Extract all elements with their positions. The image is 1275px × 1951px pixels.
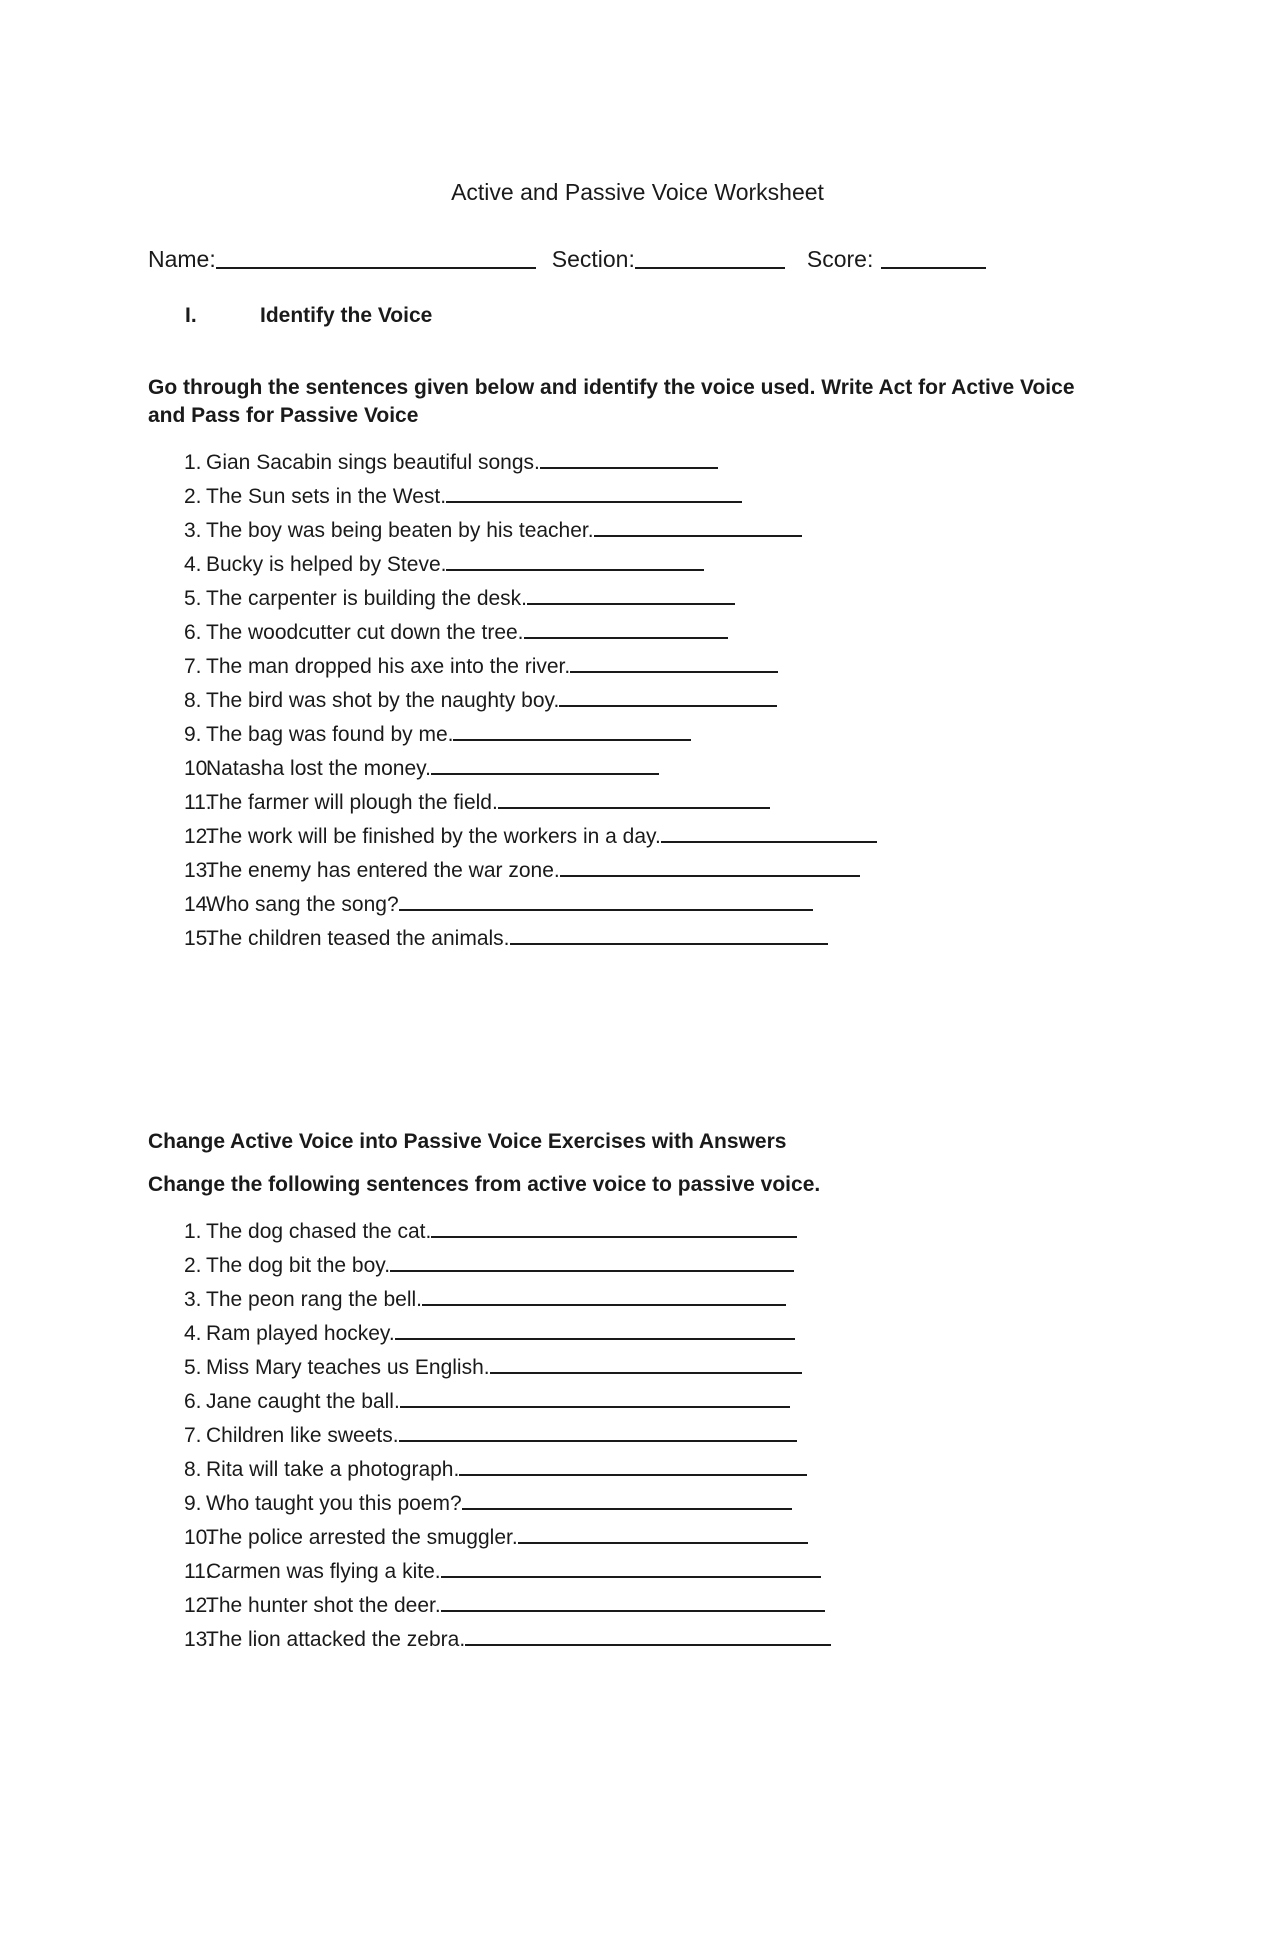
list-item-text: Bucky is helped by Steve. <box>206 553 447 576</box>
list-item <box>148 1321 1208 1355</box>
list-item <box>148 722 1208 756</box>
list-item-number: 9. <box>184 723 202 746</box>
list-item <box>148 1593 1208 1627</box>
answer-blank[interactable] <box>459 1457 807 1476</box>
answer-blank[interactable] <box>524 620 728 639</box>
answer-blank[interactable] <box>570 654 778 673</box>
list-item-number: 7. <box>184 1424 202 1447</box>
list-item <box>148 892 1208 926</box>
list-item <box>148 790 1208 824</box>
answer-blank[interactable] <box>510 926 828 945</box>
answer-blank[interactable] <box>399 1423 797 1442</box>
list-item <box>148 1389 1208 1423</box>
answer-blank[interactable] <box>559 688 777 707</box>
answer-blank[interactable] <box>594 518 802 537</box>
section-one-heading-label: Identify the Voice <box>260 304 433 327</box>
name-label: Name: <box>148 246 216 272</box>
list-item-number: 4. <box>184 1322 202 1345</box>
list-item-number: 14. <box>184 893 214 916</box>
answer-blank[interactable] <box>498 790 770 809</box>
list-item <box>148 824 1208 858</box>
page-title: Active and Passive Voice Worksheet <box>451 179 824 205</box>
list-item <box>148 654 1208 688</box>
section-one-number: I. <box>185 304 197 327</box>
answer-blank[interactable] <box>540 450 718 469</box>
list-item-number: 8. <box>184 689 202 712</box>
list-item-number: 11. <box>184 791 212 814</box>
list-item-text: The bird was shot by the naughty boy. <box>206 689 560 712</box>
answer-blank[interactable] <box>446 484 742 503</box>
list-item <box>148 1491 1208 1525</box>
answer-blank[interactable] <box>431 1219 797 1238</box>
list-item-text: Miss Mary teaches us English. <box>206 1356 490 1379</box>
score-input-blank[interactable] <box>881 249 986 269</box>
list-item-text: The man dropped his axe into the river. <box>206 655 571 678</box>
list-item-number: 6. <box>184 621 202 644</box>
list-item-number: 2. <box>184 1254 202 1277</box>
header-fields-row <box>148 244 1148 274</box>
list-item-number: 5. <box>184 1356 202 1379</box>
list-item <box>148 518 1208 552</box>
list-item-number: 3. <box>184 519 202 542</box>
list-item <box>148 1219 1208 1253</box>
score-label: Score: <box>806 246 874 272</box>
list-item-number: 1. <box>184 451 202 474</box>
list-item <box>148 450 1208 484</box>
list-item <box>148 1253 1208 1287</box>
list-item-text: Natasha lost the money. <box>206 757 431 780</box>
list-item <box>148 1457 1208 1491</box>
list-item-text: The boy was being beaten by his teacher. <box>206 519 594 542</box>
list-item-text: The enemy has entered the war zone. <box>206 859 560 882</box>
list-item-text: The peon rang the bell. <box>206 1288 422 1311</box>
list-item-number: 2. <box>184 485 202 508</box>
identify-the-voice-list <box>148 450 1208 960</box>
list-item-text: The dog bit the boy. <box>206 1254 391 1277</box>
answer-blank[interactable] <box>560 858 860 877</box>
list-item <box>148 552 1208 586</box>
list-item-number: 5. <box>184 587 202 610</box>
list-item-number: 15. <box>184 927 214 950</box>
list-item-text: Jane caught the ball. <box>206 1390 400 1413</box>
list-item-text: Who taught you this poem? <box>206 1492 462 1515</box>
answer-blank[interactable] <box>465 1627 831 1646</box>
list-item <box>148 1627 1208 1661</box>
list-item-text: The woodcutter cut down the tree. <box>206 621 524 644</box>
list-item <box>148 756 1208 790</box>
answer-blank[interactable] <box>490 1355 802 1374</box>
answer-blank[interactable] <box>453 722 691 741</box>
answer-blank[interactable] <box>441 1559 821 1578</box>
list-item <box>148 858 1208 892</box>
answer-blank[interactable] <box>390 1253 794 1272</box>
list-item-text: The carpenter is building the desk. <box>206 587 528 610</box>
list-item <box>148 1559 1208 1593</box>
list-item-text: The work will be finished by the workers in a day. <box>206 825 661 848</box>
list-item-number: 10. <box>184 757 214 780</box>
name-input-blank[interactable] <box>216 249 536 269</box>
answer-blank[interactable] <box>661 824 877 843</box>
section-two-instruction: Change the following sentences from active voice to passive voice. <box>148 1173 821 1196</box>
list-item <box>148 1287 1208 1321</box>
list-item-text: The children teased the animals. <box>206 927 510 950</box>
list-item <box>148 688 1208 722</box>
answer-blank[interactable] <box>527 586 735 605</box>
list-item-text: The police arrested the smuggler. <box>206 1526 518 1549</box>
list-item-number: 3. <box>184 1288 202 1311</box>
list-item-number: 13. <box>184 859 214 882</box>
list-item-text: The bag was found by me. <box>206 723 454 746</box>
list-item-number: 6. <box>184 1390 202 1413</box>
list-item-text: The lion attacked the zebra. <box>206 1628 466 1651</box>
list-item-number: 12. <box>184 825 214 848</box>
list-item-text: Who sang the song? <box>206 893 399 916</box>
list-item-number: 7. <box>184 655 202 678</box>
answer-blank[interactable] <box>518 1525 808 1544</box>
answer-blank[interactable] <box>462 1491 792 1510</box>
list-item-number: 11. <box>184 1560 212 1583</box>
list-item <box>148 620 1208 654</box>
list-item-text: Carmen was flying a kite. <box>206 1560 441 1583</box>
answer-blank[interactable] <box>441 1593 825 1612</box>
answer-blank[interactable] <box>422 1287 786 1306</box>
list-item <box>148 1423 1208 1457</box>
change-to-passive-list <box>148 1219 1208 1661</box>
list-item-text: The farmer will plough the field. <box>206 791 498 814</box>
list-item <box>148 586 1208 620</box>
list-item-text: The dog chased the cat. <box>206 1220 432 1243</box>
list-item-text: The hunter shot the deer. <box>206 1594 441 1617</box>
list-item-number: 4. <box>184 553 202 576</box>
section-input-blank[interactable] <box>635 249 785 269</box>
section-one-heading <box>185 303 432 329</box>
list-item-number: 12. <box>184 1594 214 1617</box>
list-item <box>148 1355 1208 1389</box>
section-two-heading: Change Active Voice into Passive Voice Exercises with Answers <box>148 1130 787 1153</box>
section-label: Section: <box>551 246 635 272</box>
list-item-number: 9. <box>184 1492 202 1515</box>
list-item <box>148 926 1208 960</box>
list-item-number: 1. <box>184 1220 202 1243</box>
list-item-text: Rita will take a photograph. <box>206 1458 460 1481</box>
answer-blank[interactable] <box>400 1389 790 1408</box>
list-item <box>148 484 1208 518</box>
list-item-number: 8. <box>184 1458 202 1481</box>
answer-blank[interactable] <box>446 552 704 571</box>
answer-blank[interactable] <box>395 1321 795 1340</box>
list-item <box>148 1525 1208 1559</box>
section-one-instruction: Go through the sentences given below and identify the voice used. Write Act for Active Voice and Pass for Passive Voice <box>148 376 1075 427</box>
list-item-text: Gian Sacabin sings beautiful songs. <box>206 451 540 474</box>
list-item-text: Children like sweets. <box>206 1424 399 1447</box>
answer-blank[interactable] <box>431 756 659 775</box>
list-item-text: Ram played hockey. <box>206 1322 395 1345</box>
list-item-number: 13. <box>184 1628 214 1651</box>
list-item-number: 10. <box>184 1526 214 1549</box>
answer-blank[interactable] <box>399 892 813 911</box>
list-item-text: The Sun sets in the West. <box>206 485 447 508</box>
